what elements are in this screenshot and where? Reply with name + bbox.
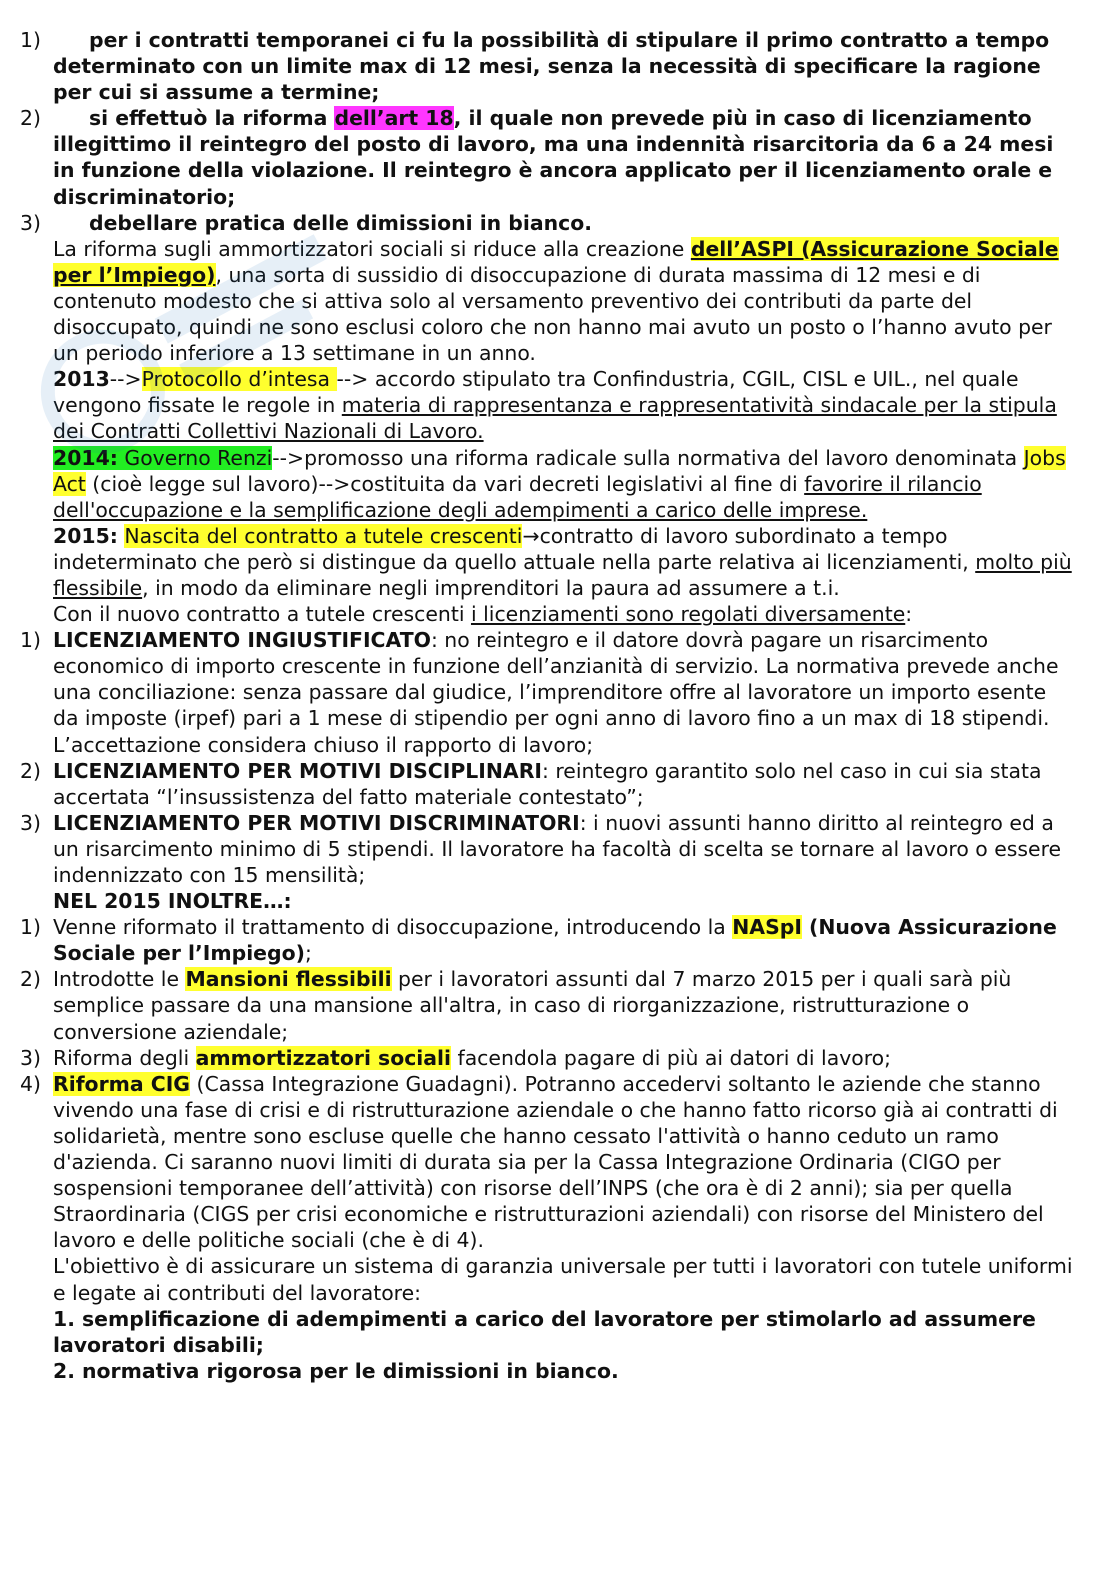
list1-text-1: per i contratti temporanei ci fu la possibilità di stipulare il primo contratto a tempo determinato con un limite max di 12 mesi, senza la necessità di specificare la ragione per cui si assume a termine; — [53, 28, 1050, 105]
final-point-2: 2. normativa rigorosa per le dimissioni in bianco. — [53, 1358, 619, 1383]
highlight-tutele-crescenti: Nascita del contratto a tutele crescenti — [124, 523, 523, 548]
highlight-governo-renzi: Governo Renzi — [117, 445, 273, 470]
year-2014: 2014: — [53, 445, 118, 470]
list2-item-3: 3) LICENZIAMENTO PER MOTIVI DISCRIMINATORI: i nuovi assunti hanno diritto al reintegro ed a un risarcimento minimo di 5 stipendi. Il lavoratore ha facoltà di scelta se tornare al lavoro o essere indennizzato con 15 mensilità; — [20, 810, 1062, 887]
list-number: 2) — [20, 758, 41, 783]
underlined-text: molto più flessibile — [53, 549, 1072, 600]
underlined-text: favorire il rilancio dell'occupazione e la semplificazione degli adempimenti a carico delle imprese. — [53, 471, 982, 522]
highlight-mansioni-flessibili: Mansioni flessibili — [185, 967, 392, 992]
list-number: 1) — [20, 628, 41, 653]
highlight-protocollo: Protocollo d’intesa — [141, 367, 337, 392]
paragraph-2014: 2014: Governo Renzi-->promosso una riforma radicale sulla normativa del lavoro denominata Jobs Act (cioè legge sul lavoro)-->costituita da vari decreti legislativi al fine di favorire il rilancio dell'occupazione e la semplificazione degli adempimenti a carico delle imprese. — [53, 445, 1066, 522]
list3-item-2: 2) Introdotte le Mansioni flessibili per i lavoratori assunti dal 7 marzo 2015 per i quali sarà più semplice passare da una mansione all'altra, in caso di riorganizzazione, ristrutturazione o conversione aziendale; — [20, 967, 1012, 1044]
list-number: 2) — [20, 106, 41, 131]
list2-item-2: 2) LICENZIAMENTO PER MOTIVI DISCIPLINARI: reintegro garantito solo nel caso in cui sia stata accertata “l’insussistenza del fatto materiale contestato”; — [20, 758, 1042, 809]
list3-item-3: 3) Riforma degli ammortizzatori sociali facendola pagare di più ai datori di lavoro; — [20, 1045, 892, 1070]
list-number: 2) — [20, 967, 41, 992]
highlight-riforma-cig: Riforma CIG — [53, 1071, 191, 1096]
list-number: 4) — [20, 1071, 41, 1096]
highlight-art18: dell’art 18 — [334, 106, 454, 131]
paragraph-2015: 2015: Nascita del contratto a tutele crescenti→contratto di lavoro subordinato a tempo indeterminato che però si distingue da quello attuale nella parte relativa ai licenziamenti, molto più flessibile, in modo da eliminare negli imprenditori la paura ad assumere a t.i. — [53, 523, 1072, 600]
highlight-ammortizzatori: ammortizzatori sociali — [195, 1045, 452, 1070]
list2-item-1: 1) LICENZIAMENTO INGIUSTIFICATO: no reintegro e il datore dovrà pagare un risarcimento economico di importo crescente in funzione dell’anzianità di servizio. La normativa prevede anche una conciliazione: senza passare dal giudice, l’imprenditore offre al lavoratore un importo esente da imposte (irpef) pari a 1 mese di stipendio per ogni anno di lavoro fino a un max di 18 stipendi. L’accettazione considera chiuso il rapporto di lavoro; — [20, 628, 1059, 757]
list-number: 3) — [20, 810, 41, 835]
highlight-aspi: dell’ASPI (Assicurazione Sociale per l’Impiego) — [53, 236, 1059, 287]
year-2015: 2015: — [53, 523, 118, 548]
underlined-text: i licenziamenti sono regolati diversamente — [470, 602, 906, 627]
list1-item-1 — [0, 27, 1116, 105]
highlight-naspi: NASpI — [732, 915, 802, 940]
list-number: 1) — [20, 915, 41, 940]
list-number: 1) — [20, 28, 41, 52]
list3-item-4: 4) Riforma CIG (Cassa Integrazione Guadagni). Potranno accedervi soltanto le aziende che stanno vivendo una fase di crisi e di ristrutturazione aziendale o che hanno fatto ricorso già ai contratti di solidarietà, mentre sono escluse quelle che hanno cessato l'attività o hanno ceduto un ramo d'azienda. Ci saranno nuovi limiti di durata sia per la Cassa Integrazione Ordinaria (CIGO per sospensioni temporanee dell’attività) con risorse dell’INPS (che ora è di 2 anni); sia per quella Straordinaria (CIGS per crisi economiche e ristrutturazioni aziendali) con risorse del Ministero del lavoro e delle politiche sociali (che è di 4). — [20, 1071, 1058, 1253]
paragraph-licenziamenti-intro: Con il nuovo contratto a tutele crescenti i licenziamenti sono regolati diversamente: — [53, 602, 913, 627]
list-number: 3) — [20, 210, 41, 235]
year-2013: 2013 — [53, 367, 110, 392]
paragraph-obiettivo: L'obiettivo è di assicurare un sistema di garanzia universale per tutti i lavoratori con tutele uniformi e legate ai contributi del lavoratore: — [53, 1254, 1073, 1305]
highlight-jobs-act: Jobs Act — [53, 445, 1066, 496]
arrow-right-icon: → — [522, 523, 540, 548]
heading-nel-2015: NEL 2015 INOLTRE…: — [53, 889, 292, 914]
list1-item-2: 2) si effettuò la riforma dell’art 18, il quale non prevede più in caso di licenziamento illegittimo il reintegro del posto di lavoro, ma una indennità risarcitoria da 6 a 24 mesi in funzione della violazione. Il reintegro è ancora applicato per il licenziamento orale e discriminatorio; — [20, 106, 1054, 209]
list-number: 3) — [20, 1045, 41, 1070]
paragraph-2013: 2013-->Protocollo d’intesa --> accordo stipulato tra Confindustria, CGIL, CISL e UIL., nel quale vengono fissate le regole in materia di rappresentanza e rappresentatività sindacale per la stipula dei Contratti Collettivi Nazionali di Lavoro. — [53, 367, 1057, 444]
final-point-1: 1. semplificazione di adempimenti a carico del lavoratore per stimolarlo ad assumere lavoratori disabili; — [53, 1306, 1036, 1357]
list1-item-3: 3) debellare pratica delle dimissioni in bianco. — [20, 210, 593, 235]
underlined-text: materia di rappresentanza e rappresentatività sindacale per la stipula dei Contratti Collettivi Nazionali di Lavoro. — [53, 393, 1057, 444]
paragraph-aspi: La riforma sugli ammortizzatori sociali si riduce alla creazione dell’ASPI (Assicurazione Sociale per l’Impiego), una sorta di sussidio di disoccupazione di durata massima di 12 mesi e di contenuto modesto che si attiva solo al versamento preventivo dei contributi da parte del disoccupato, quindi ne sono esclusi coloro che non hanno mai avuto un posto o l’hanno avuto per un periodo inferiore a 13 settimane in un anno. — [53, 236, 1059, 366]
list3-item-1: 1) Venne riformato il trattamento di disoccupazione, introducendo la NASpI (Nuova Assicurazione Sociale per l’Impiego); — [20, 915, 1057, 966]
